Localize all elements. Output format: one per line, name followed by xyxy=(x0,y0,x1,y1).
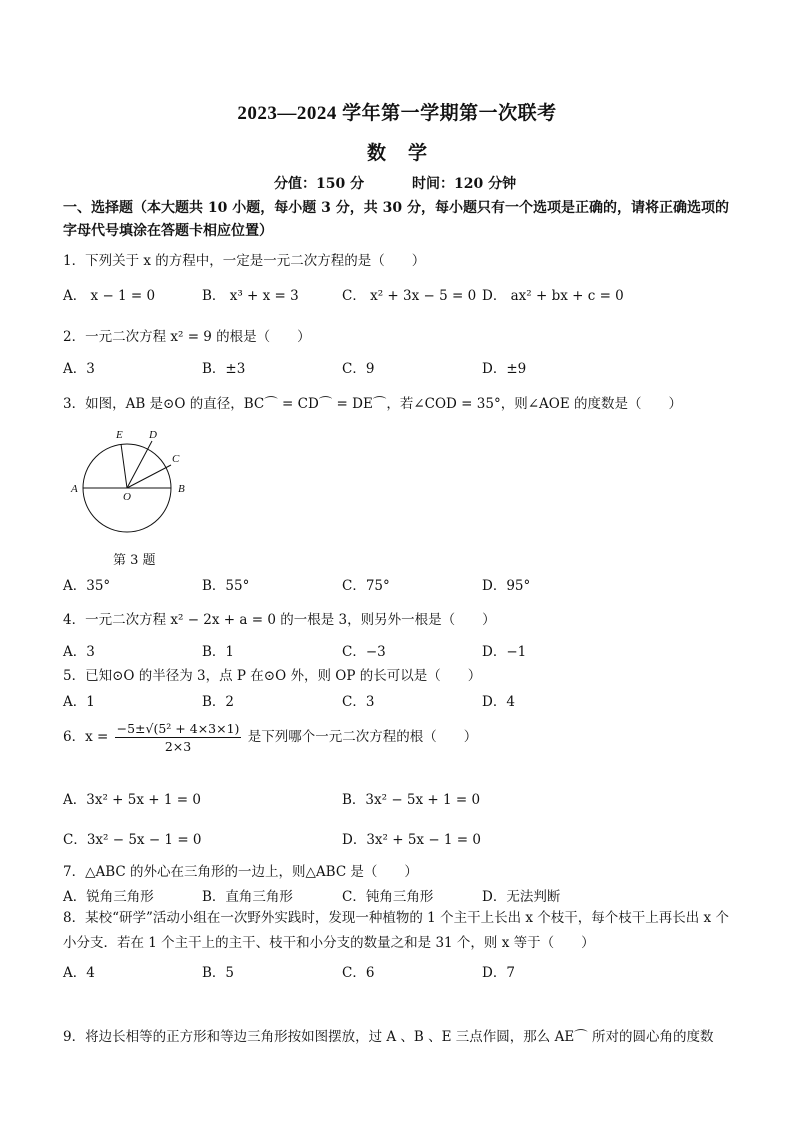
question-2-option-d[interactable]: D．±9 xyxy=(482,361,527,377)
question-3-caption: 第 3 题 xyxy=(113,553,156,568)
exam-title: 2023—2024 学年第一学期第一次联考 xyxy=(237,103,557,124)
label-a: A xyxy=(71,483,78,495)
question-7-option-d[interactable]: D．无法判断 xyxy=(482,889,561,905)
question-1-option-a[interactable]: A． x − 1 = 0 xyxy=(63,288,156,304)
question-6-fraction xyxy=(115,721,242,754)
question-7-stem: 7．△ABC 的外心在三角形的一边上，则△ABC 是（ ） xyxy=(63,864,418,880)
score-info: 分值：150 分 xyxy=(274,176,365,192)
question-5-option-b[interactable]: B．2 xyxy=(202,694,235,710)
question-3-option-b[interactable]: B．55° xyxy=(202,578,250,594)
question-7-option-c[interactable]: C．钝角三角形 xyxy=(342,889,434,905)
question-3-option-a[interactable]: A．35° xyxy=(63,578,111,594)
question-7-option-b[interactable]: B．直角三角形 xyxy=(202,889,293,905)
question-3-stem: 3．如图，AB 是⊙O 的直径，BC⌒ = CD⌒ = DE⌒，若∠COD = 35°，则∠AOE 的度数是（ ） xyxy=(63,396,682,412)
question-4-option-d[interactable]: D．−1 xyxy=(482,644,527,660)
question-5-option-a[interactable]: A．1 xyxy=(63,694,95,710)
question-6-option-c[interactable]: C．3x² − 5x − 1 = 0 xyxy=(63,832,202,848)
question-2-option-b[interactable]: B．±3 xyxy=(202,361,246,377)
question-1-option-c[interactable]: C． x² + 3x − 5 = 0 xyxy=(342,288,477,304)
question-3-option-d[interactable]: D．95° xyxy=(482,578,531,594)
question-4-stem: 4．一元二次方程 x² − 2x + a = 0 的一根是 3，则另外一根是（ ） xyxy=(63,612,496,628)
question-4-option-a[interactable]: A．3 xyxy=(63,644,95,660)
question-4-option-c[interactable]: C．−3 xyxy=(342,644,386,660)
question-6-prefix: 6．x = xyxy=(63,729,109,745)
label-b: B xyxy=(178,483,185,495)
label-d: D xyxy=(149,429,157,441)
question-8-option-a[interactable]: A．4 xyxy=(63,965,95,981)
question-6-option-a[interactable]: A．3x² + 5x + 1 = 0 xyxy=(63,792,201,808)
question-9-stem: 9．将边长相等的正方形和等边三角形按如图摆放，过 A 、B 、E 三点作圆，那么 AE⌒ 所对的圆心角的度数 xyxy=(63,1029,714,1045)
question-5-option-d[interactable]: D．4 xyxy=(482,694,515,710)
label-c: C xyxy=(172,453,180,465)
question-6-option-d[interactable]: D．3x² + 5x − 1 = 0 xyxy=(342,832,482,848)
question-6-denominator: 2×3 xyxy=(164,739,192,754)
question-3-option-c[interactable]: C．75° xyxy=(342,578,390,594)
question-7-option-a[interactable]: A．锐角三角形 xyxy=(63,889,154,905)
question-8-stem: 8．某校“研学”活动小组在一次野外实践时，发现一种植物的 1 个主干上长出 x 个枝干，每个枝干上再长出 x 个小分支．若在 1 个主干上的主干、枝干和小分支的数量之和是 31 个，则 x 等于（ ） xyxy=(63,910,729,951)
question-6-numerator: −5±√(5² + 4×3×1) xyxy=(116,721,240,736)
question-6-suffix: 是下列哪个一元二次方程的根（ ） xyxy=(247,729,478,745)
question-5-stem: 5．已知⊙O 的半径为 3，点 P 在⊙O 外，则 OP 的长可以是（ ） xyxy=(63,668,482,684)
label-e: E xyxy=(116,429,123,441)
question-2-stem: 2．一元二次方程 x² = 9 的根是（ ） xyxy=(63,329,311,345)
question-1-stem: 1．下列关于 x 的方程中，一定是一元二次方程的是（ ） xyxy=(63,253,426,269)
question-8-option-c[interactable]: C．6 xyxy=(342,965,375,981)
question-1-option-b[interactable]: B． x³ + x = 3 xyxy=(202,288,299,304)
question-4-option-b[interactable]: B．1 xyxy=(202,644,235,660)
section-heading: 一、选择题（本大题共 10 小题，每小题 3 分，共 30 分，每小题只有一个选项是正确的，请将正确选项的字母代号填涂在答题卡相应位置） xyxy=(63,200,729,239)
question-3-figure xyxy=(66,424,196,540)
question-8-option-b[interactable]: B．5 xyxy=(202,965,235,981)
time-info: 时间：120 分钟 xyxy=(412,176,517,192)
question-2-option-c[interactable]: C．9 xyxy=(342,361,375,377)
question-2-option-a[interactable]: A．3 xyxy=(63,361,95,377)
question-6-stem xyxy=(63,721,477,754)
question-8-option-d[interactable]: D．7 xyxy=(482,965,515,981)
question-6-option-b[interactable]: B．3x² − 5x + 1 = 0 xyxy=(342,792,481,808)
subject-title: 数学 xyxy=(366,142,449,164)
question-1-option-d[interactable]: D． ax² + bx + c = 0 xyxy=(482,288,624,304)
radius-oe xyxy=(121,444,127,488)
question-5-option-c[interactable]: C．3 xyxy=(342,694,375,710)
label-o: O xyxy=(123,491,131,503)
